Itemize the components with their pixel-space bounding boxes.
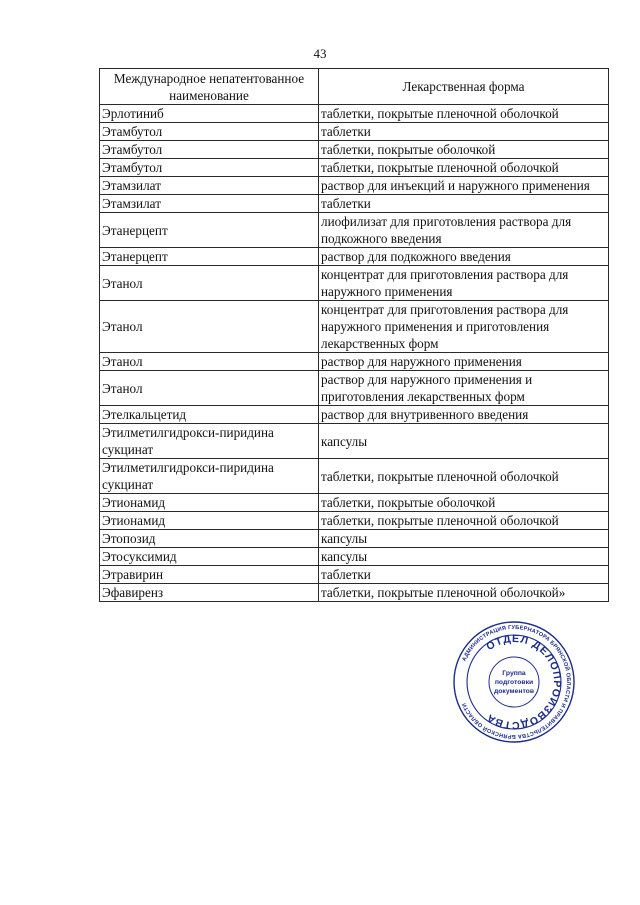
drug-name-cell: Этосуксимид [100, 548, 319, 566]
header-name: Международное непатентованное наименование [100, 69, 319, 105]
drug-name-cell: Эрлотиниб [100, 105, 319, 123]
dosage-form-cell: таблетки, покрытые пленочной оболочкой [319, 159, 609, 177]
drug-name-cell: Этанол [100, 353, 319, 371]
dosage-form-cell: таблетки, покрытые оболочкой [319, 141, 609, 159]
table-header-row [100, 69, 609, 105]
drug-name-cell: Этилметилгидрокси-пиридина сукцинат [100, 459, 319, 494]
drug-name-cell: Этамзилат [100, 195, 319, 213]
stamp-outer-text: АДМИНИСТРАЦИЯ ГУБЕРНАТОРА БРЯНСКОЙ ОБЛАСТИ И ПРАВИТЕЛЬСТВА БРЯНСКОЙ ОБЛАСТИ [461, 624, 572, 740]
dosage-form-cell: раствор для наружного применения [319, 353, 609, 371]
drug-name-cell: Этанол [100, 301, 319, 353]
table-row [100, 159, 609, 177]
dosage-form-cell: таблетки, покрытые пленочной оболочкой [319, 512, 609, 530]
table-row [100, 141, 609, 159]
table-row [100, 301, 609, 353]
table-row [100, 566, 609, 584]
table-row [100, 105, 609, 123]
table-row [100, 530, 609, 548]
stamp-center-line-1: Группа [502, 670, 526, 677]
dosage-form-cell: таблетки, покрытые оболочкой [319, 494, 609, 512]
dosage-form-cell: концентрат для приготовления раствора для наружного применения и приготовления лекарственных форм [319, 301, 609, 353]
table-row [100, 371, 609, 406]
dosage-form-cell: раствор для инъекций и наружного применения [319, 177, 609, 195]
dosage-form-cell: таблетки, покрытые пленочной оболочкой [319, 105, 609, 123]
dosage-form-cell: раствор для подкожного введения [319, 248, 609, 266]
drug-name-cell: Этилметилгидрокси-пиридина сукцинат [100, 424, 319, 459]
drug-name-cell: Этанол [100, 266, 319, 301]
drug-name-cell: Этелкальцетид [100, 406, 319, 424]
table-row [100, 512, 609, 530]
dosage-form-cell: капсулы [319, 548, 609, 566]
table-row [100, 177, 609, 195]
drug-name-cell: Этопозид [100, 530, 319, 548]
table-row [100, 548, 609, 566]
drug-name-cell: Эфавиренз [100, 584, 319, 602]
table-row [100, 459, 609, 494]
drug-name-cell: Этионамид [100, 512, 319, 530]
dosage-form-cell: лиофилизат для приготовления раствора для подкожного введения [319, 213, 609, 248]
drug-name-cell: Этамзилат [100, 177, 319, 195]
stamp-center-line-3: документов [493, 688, 535, 695]
table-row [100, 424, 609, 459]
stamp-center-line-2: подготовки [494, 679, 534, 686]
drug-name-cell: Этанол [100, 371, 319, 406]
drug-name-cell: Этамбутол [100, 141, 319, 159]
table-body [100, 105, 609, 602]
dosage-form-cell: концентрат для приготовления раствора для наружного применения [319, 266, 609, 301]
dosage-form-cell: таблетки [319, 123, 609, 141]
table-row [100, 353, 609, 371]
drug-name-cell: Этамбутол [100, 159, 319, 177]
dosage-form-cell: таблетки, покрытые пленочной оболочкой» [319, 584, 609, 602]
table-row [100, 584, 609, 602]
table-row [100, 248, 609, 266]
table-row [100, 123, 609, 141]
table-row [100, 406, 609, 424]
table-row [100, 195, 609, 213]
drug-table [99, 68, 609, 602]
dosage-form-cell: таблетки, покрытые пленочной оболочкой [319, 459, 609, 494]
header-form: Лекарственная форма [319, 69, 609, 105]
table-row [100, 213, 609, 248]
dosage-form-cell: капсулы [319, 530, 609, 548]
dosage-form-cell: раствор для внутривенного введения [319, 406, 609, 424]
drug-name-cell: Этамбутол [100, 123, 319, 141]
drug-name-cell: Этанерцепт [100, 248, 319, 266]
drug-name-cell: Этионамид [100, 494, 319, 512]
dosage-form-cell: таблетки [319, 566, 609, 584]
department-stamp [452, 620, 576, 744]
dosage-form-cell: таблетки [319, 195, 609, 213]
table-row [100, 266, 609, 301]
drug-name-cell: Этравирин [100, 566, 319, 584]
stamp-middle-text: ОТДЕЛ ДЕЛОПРОИЗВОДСТВА [484, 632, 564, 732]
dosage-form-cell: капсулы [319, 424, 609, 459]
drug-name-cell: Этанерцепт [100, 213, 319, 248]
table-row [100, 494, 609, 512]
page-number: 43 [313, 46, 327, 61]
dosage-form-cell: раствор для наружного применения и приготовления лекарственных форм [319, 371, 609, 406]
